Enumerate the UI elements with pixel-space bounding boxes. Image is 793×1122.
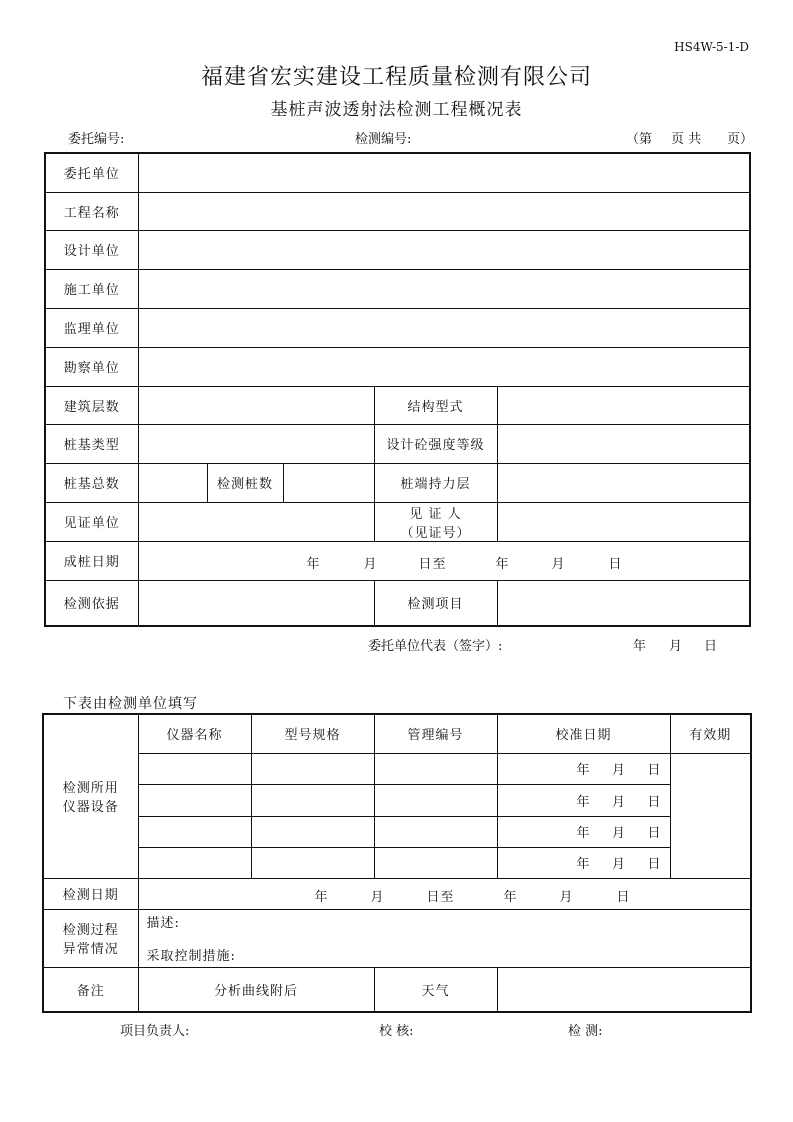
month-label: 月 (559, 889, 574, 905)
field-pile-date[interactable] (138, 541, 750, 580)
label-design: 设计单位 (45, 230, 138, 269)
witness-label-a: 见 证 人 (409, 506, 462, 522)
cell-model[interactable] (251, 816, 374, 847)
header-name: 仪器名称 (138, 714, 251, 753)
page-label-b: 页 共 (671, 132, 702, 147)
label-survey: 勘察单位 (45, 347, 138, 386)
year-label: 年 (576, 763, 591, 778)
label-basis: 检测依据 (45, 580, 138, 626)
witness-label-b: （见证号） (400, 525, 471, 541)
field-witness[interactable] (497, 502, 750, 541)
field-weather[interactable] (497, 967, 751, 1012)
field-structure[interactable] (497, 386, 750, 424)
cell-manage[interactable] (374, 753, 497, 784)
label-test-piles: 检测桩数 (207, 463, 283, 502)
equip-label-a: 检测所用 (62, 781, 119, 797)
field-pile-total[interactable] (138, 463, 207, 502)
cell-calib[interactable] (497, 753, 670, 784)
check-label: 校 核: (379, 1024, 414, 1039)
header-calib: 校准日期 (497, 714, 670, 753)
description-label: 描述: (146, 915, 180, 931)
year-label: 年 (503, 889, 518, 905)
year-label: 年 (495, 556, 510, 572)
tester-label: 检 测: (568, 1024, 603, 1039)
sign-month: 月 (669, 639, 683, 654)
label-witness-unit: 见证单位 (45, 502, 138, 541)
measure-label: 采取控制措施: (146, 948, 236, 964)
year-label: 年 (314, 889, 329, 905)
label-concrete: 设计砼强度等级 (374, 424, 497, 463)
month-label: 月 (611, 763, 626, 778)
label-equipment (43, 714, 138, 878)
client-sign-label: 委托单位代表（签字）: (368, 639, 503, 654)
label-items: 检测项目 (374, 580, 497, 626)
equipment-row (43, 753, 751, 784)
label-project: 工程名称 (45, 192, 138, 230)
abnormal-label-a: 检测过程 (62, 923, 119, 938)
day-to-label: 日至 (426, 889, 455, 905)
field-remark[interactable]: 分析曲线附后 (138, 967, 374, 1012)
label-pile-total: 桩基总数 (45, 463, 138, 502)
day-label: 日 (608, 556, 623, 572)
month-label: 月 (363, 556, 378, 572)
section2-heading: 下表由检测单位填写 (63, 696, 198, 712)
field-witness-unit[interactable] (138, 502, 374, 541)
field-supervise[interactable] (138, 308, 750, 347)
cell-name[interactable] (138, 816, 251, 847)
entrust-no-label: 委托编号: (68, 132, 125, 147)
field-project[interactable] (138, 192, 750, 230)
cell-manage[interactable] (374, 847, 497, 878)
header-manage: 管理编号 (374, 714, 497, 753)
project-info-table (44, 152, 751, 627)
equipment-row (43, 847, 751, 878)
month-label: 月 (611, 794, 626, 810)
form-title: 基桩声波透射法检测工程概况表 (270, 100, 523, 120)
equip-label-b: 仪器设备 (62, 800, 119, 816)
cell-model[interactable] (251, 753, 374, 784)
cell-name[interactable] (138, 753, 251, 784)
company-name: 福建省宏实建设工程质量检测有限公司 (200, 65, 592, 90)
field-construct[interactable] (138, 269, 750, 308)
field-abnormal[interactable] (138, 909, 751, 967)
page-label-a: （第 (626, 132, 653, 147)
label-weather: 天气 (374, 967, 497, 1012)
year-label: 年 (576, 794, 591, 810)
field-items[interactable] (497, 580, 750, 626)
month-label: 月 (370, 889, 385, 905)
cell-manage[interactable] (374, 816, 497, 847)
label-structure: 结构型式 (374, 386, 497, 424)
label-abnormal (43, 909, 138, 967)
cell-calib[interactable] (497, 784, 670, 816)
day-label: 日 (647, 794, 662, 810)
field-design[interactable] (138, 230, 750, 269)
abnormal-label-b: 异常情况 (62, 942, 119, 957)
field-client[interactable] (138, 153, 750, 192)
day-label: 日 (647, 763, 662, 778)
field-bearing[interactable] (497, 463, 750, 502)
cell-calib[interactable] (497, 847, 670, 878)
year-label: 年 (306, 556, 321, 572)
cell-name[interactable] (138, 847, 251, 878)
form-code: HS4W-5-1-D (674, 40, 749, 54)
field-survey[interactable] (138, 347, 750, 386)
label-bearing: 桩端持力层 (374, 463, 497, 502)
cell-calib[interactable] (497, 816, 670, 847)
label-pile-date: 成桩日期 (45, 541, 138, 580)
cell-valid[interactable] (670, 753, 751, 878)
cell-name[interactable] (138, 784, 251, 816)
cell-model[interactable] (251, 847, 374, 878)
field-basis[interactable] (138, 580, 374, 626)
label-floors: 建筑层数 (45, 386, 138, 424)
sign-year: 年 (633, 639, 647, 654)
cell-manage[interactable] (374, 784, 497, 816)
month-label: 月 (611, 826, 626, 841)
day-label: 日 (616, 889, 631, 905)
label-construct: 施工单位 (45, 269, 138, 308)
day-label: 日 (647, 857, 662, 872)
sign-day: 日 (704, 639, 718, 654)
equipment-row (43, 816, 751, 847)
test-no-label: 检测编号: (355, 132, 412, 147)
field-floors[interactable] (138, 386, 374, 424)
field-concrete[interactable] (497, 424, 750, 463)
testing-info-table (42, 713, 752, 1013)
label-client: 委托单位 (45, 153, 138, 192)
label-test-date: 检测日期 (43, 878, 138, 909)
leader-label: 项目负责人: (120, 1024, 190, 1039)
header-model: 型号规格 (251, 714, 374, 753)
label-witness (374, 502, 497, 541)
label-remark: 备注 (43, 967, 138, 1012)
field-test-date[interactable] (138, 878, 751, 909)
year-label: 年 (576, 826, 591, 841)
header-valid: 有效期 (670, 714, 751, 753)
field-test-piles[interactable] (283, 463, 374, 502)
field-pile-type[interactable] (138, 424, 374, 463)
day-label: 日 (647, 826, 662, 841)
day-to-label: 日至 (418, 556, 447, 572)
label-supervise: 监理单位 (45, 308, 138, 347)
page-label-c: 页） (727, 132, 754, 147)
month-label: 月 (611, 857, 626, 872)
equipment-row (43, 784, 751, 816)
cell-model[interactable] (251, 784, 374, 816)
label-pile-type: 桩基类型 (45, 424, 138, 463)
month-label: 月 (551, 556, 566, 572)
year-label: 年 (576, 857, 591, 872)
